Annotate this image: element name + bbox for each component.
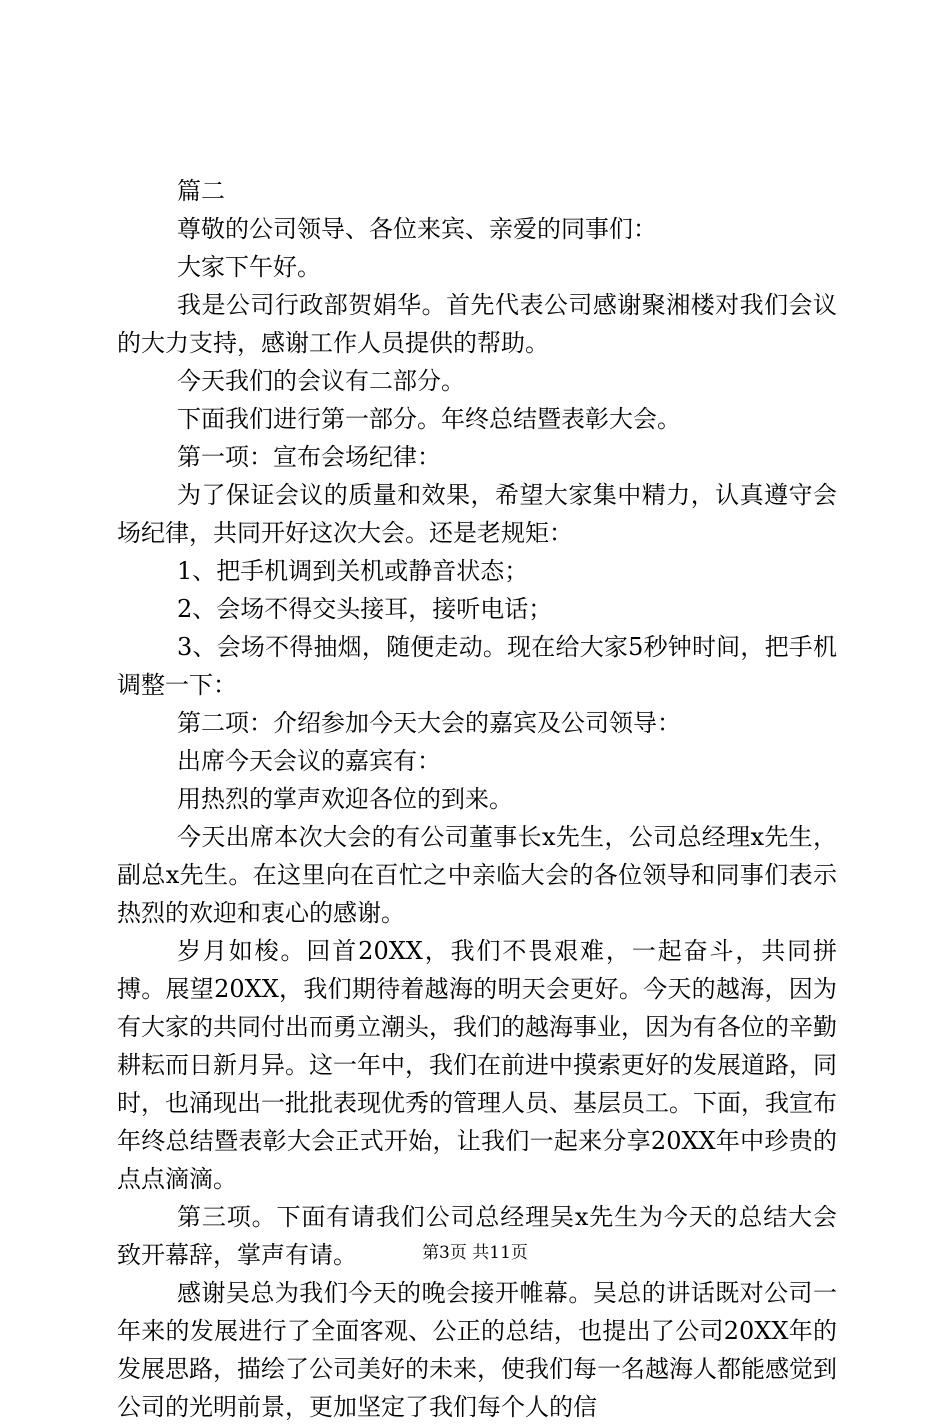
paragraph: 出席今天会议的嘉宾有：	[177, 747, 441, 775]
paragraph: 为了保证会议的质量和效果，希望大家集中精力，认真遵守会场纪律，共同开好这次大会。还是老规矩：	[117, 481, 837, 547]
paragraph: 尊敬的公司领导、各位来宾、亲爱的同事们：	[177, 215, 657, 243]
document-body	[117, 172, 837, 1426]
paragraph: 用热烈的掌声欢迎各位的到来。	[177, 785, 513, 813]
paragraph: 大家下午好。	[177, 253, 321, 281]
paragraph: 3、会场不得抽烟，随便走动。现在给大家5秒钟时间，把手机调整一下：	[117, 633, 837, 699]
paragraph: 感谢吴总为我们今天的晚会接开帷幕。吴总的讲话既对公司一年来的发展进行了全面客观、公正的总结，也提出了公司20XX年的发展思路，描绘了公司美好的未来，使我们每一名越海人都能感觉到公司的光明前景，更加坚定了我们每个人的信	[117, 1279, 837, 1421]
paragraph: 下面我们进行第一部分。年终总结暨表彰大会。	[177, 405, 681, 433]
paragraph: 今天我们的会议有二部分。	[177, 367, 465, 395]
paragraph: 第二项：介绍参加今天大会的嘉宾及公司领导：	[177, 709, 681, 737]
page-number-footer: 第3页 共11页	[422, 1243, 528, 1263]
paragraph: 1、把手机调到关机或静音状态；	[177, 557, 529, 585]
paragraph: 第三项。下面有请我们公司总经理吴x先生为今天的总结大会致开幕辞，掌声有请。	[117, 1203, 837, 1269]
paragraph: 岁月如梭。回首20XX，我们不畏艰难，一起奋斗，共同拼搏。展望20XX，我们期待着越海的明天会更好。今天的越海，因为有大家的共同付出而勇立潮头，我们的越海事业，因为有各位的辛勤耕耘而日新月异。这一年中，我们在前进中摸索更好的发展道路，同时，也涌现出一批批表现优秀的管理人员、基层员工。下面，我宣布年终总结暨表彰大会正式开始，让我们一起来分享20XX年中珍贵的点点滴滴。	[117, 937, 837, 1193]
paragraph: 今天出席本次大会的有公司董事长x先生，公司总经理x先生，副总x先生。在这里向在百忙之中亲临大会的各位领导和同事们表示热烈的欢迎和衷心的感谢。	[117, 823, 837, 927]
paragraph: 篇二	[177, 177, 225, 205]
paragraph: 第一项：宣布会场纪律：	[177, 443, 441, 471]
paragraph: 2、会场不得交头接耳，接听电话；	[177, 595, 553, 623]
paragraph: 我是公司行政部贺娟华。首先代表公司感谢聚湘楼对我们会议的大力支持，感谢工作人员提供的帮助。	[117, 291, 837, 357]
